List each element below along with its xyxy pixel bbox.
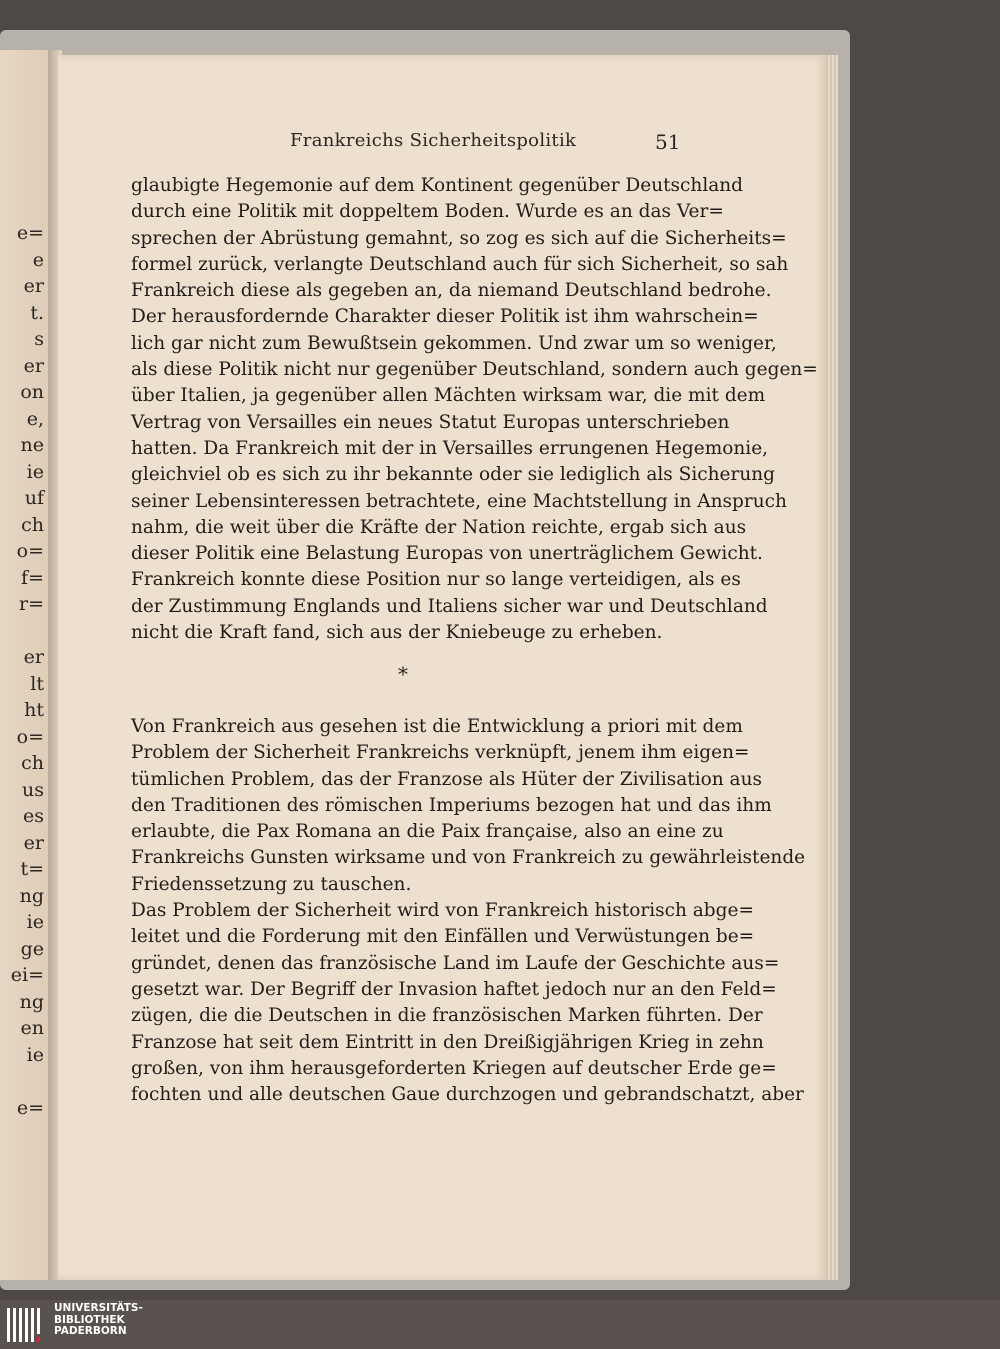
- previous-page-fragment: e=: [16, 1096, 44, 1119]
- text-line: großen, von ihm herausgeforderten Kriegen auf deutscher Erde ge=: [131, 1057, 777, 1079]
- previous-page-fragment: es: [23, 805, 44, 827]
- text-line: glaubigte Hegemonie auf dem Kontinent gegenüber Deutschland: [131, 175, 744, 196]
- previous-page-fragment: [11, 1068, 44, 1095]
- previous-page-fragment: ch: [21, 752, 44, 774]
- previous-page-fragment: er: [23, 646, 44, 668]
- previous-page-fragment: ie: [26, 460, 44, 483]
- text-line: über Italien, ja gegenüber allen Mächten wirksam war, die mit dem: [131, 385, 766, 407]
- text-line: Der herausfordernde Charakter dieser Politik ist ihm wahrschein=: [131, 306, 759, 328]
- previous-page-edge: [0, 50, 48, 1280]
- previous-page-fragment: er: [23, 831, 44, 854]
- previous-page-fragment: e,: [26, 407, 44, 430]
- previous-page-fragment: o=: [16, 540, 44, 562]
- previous-page-fragment: ne: [20, 434, 44, 456]
- section-separator: *: [398, 662, 408, 686]
- library-name-line: PADERBORN: [54, 1325, 127, 1337]
- previous-page-fragment: r=: [18, 593, 44, 615]
- text-line: nahm, die weit über die Kräfte der Nation reichte, ergab sich aus: [131, 516, 747, 538]
- text-line: seiner Lebensinteressen betrachtete, eine Machtstellung in Anspruch: [131, 490, 787, 512]
- previous-page-fragment: ht: [24, 699, 44, 721]
- previous-page-fragments: [11, 220, 44, 1121]
- previous-page-fragment: us: [22, 778, 44, 801]
- previous-page-fragment: t.: [30, 301, 44, 324]
- text-line: Vertrag von Versailles ein neues Statut Europas unterschrieben: [131, 411, 730, 433]
- previous-page-fragment: er: [23, 275, 44, 297]
- text-block-part1: [131, 173, 818, 646]
- text-line: dieser Politik eine Belastung Europas von unerträglichem Gewicht.: [131, 543, 763, 565]
- page-stack-edge: [826, 55, 838, 1280]
- previous-page-fragment: en: [20, 1017, 44, 1039]
- previous-page-fragment: ge: [20, 937, 44, 960]
- previous-page-fragment: uf: [24, 487, 44, 509]
- text-line: Von Frankreich aus gesehen ist die Entwicklung a priori mit dem: [131, 716, 743, 737]
- text-line: sprechen der Abrüstung gemahnt, so zog es sich auf die Sicherheits=: [131, 227, 787, 249]
- text-block-part2: [131, 714, 806, 1108]
- previous-page-fragment: ch: [21, 513, 44, 536]
- previous-page-fragment: s: [34, 328, 44, 350]
- text-line: gleichviel ob es sich zu ihr bekannte oder sie lediglich als Sicherung: [131, 464, 775, 486]
- library-name-line: BIBLIOTHEK: [54, 1313, 125, 1326]
- text-line: formel zurück, verlangte Deutschland auch für sich Sicherheit, so sah: [131, 253, 789, 275]
- previous-page-fragment: ie: [26, 911, 44, 933]
- text-line: erlaubte, die Pax Romana an die Paix française, also an eine zu: [131, 821, 724, 843]
- text-line: als diese Politik nicht nur gegenüber Deutschland, sondern auch gegen=: [131, 359, 818, 381]
- previous-page-fragment: f=: [21, 566, 44, 589]
- previous-page-fragment: ng: [19, 884, 44, 907]
- previous-page-fragment: t=: [20, 858, 44, 880]
- text-line: zügen, die die Deutschen in die französischen Marken führten. Der: [131, 1005, 763, 1027]
- previous-page-fragment: ei=: [10, 964, 44, 986]
- previous-page-fragment: on: [20, 381, 44, 403]
- text-line: gesetzt war. Der Begriff der Invasion haftet jedoch nur an den Feld=: [131, 978, 777, 1000]
- text-line: gründet, denen das französische Land im Laufe der Geschichte aus=: [131, 952, 780, 974]
- text-line: leitet und die Forderung mit den Einfällen und Verwüstungen be=: [131, 926, 755, 948]
- text-line: Problem der Sicherheit Frankreichs verknüpft, jenem ihm eigen=: [131, 742, 750, 764]
- text-line: den Traditionen des römischen Imperiums bezogen hat und das ihm: [131, 794, 772, 816]
- text-line: hatten. Da Frankreich mit der in Versailles errungenen Hegemonie,: [131, 437, 769, 459]
- text-line: Frankreich konnte diese Position nur so lange verteidigen, als es: [131, 569, 741, 591]
- previous-page-fragment: ie: [26, 1043, 44, 1066]
- running-head: Frankreichs Sicherheitspolitik: [290, 130, 577, 151]
- previous-page-fragment: er: [23, 354, 44, 377]
- page-number: 51: [655, 130, 681, 154]
- text-line: tümlichen Problem, das der Franzose als Hüter der Zivilisation aus: [131, 768, 762, 790]
- text-line: Franzose hat seit dem Eintritt in den Dreißigjährigen Krieg in zehn: [131, 1031, 764, 1053]
- text-line: fochten und alle deutschen Gaue durchzogen und gebrandschatzt, aber: [131, 1084, 804, 1106]
- library-logo-icon: [6, 1306, 46, 1344]
- text-line: Friedenssetzung zu tauschen.: [131, 873, 412, 895]
- previous-page-fragment: lt: [30, 672, 44, 695]
- text-line: lich gar nicht zum Bewußtsein gekommen. Und zwar um so weniger,: [131, 332, 777, 354]
- previous-page-fragment: [11, 618, 44, 645]
- library-name: [54, 1303, 143, 1338]
- text-line: durch eine Politik mit doppeltem Boden. Wurde es an das Ver=: [131, 201, 724, 223]
- text-line: nicht die Kraft fand, sich aus der Kniebeuge zu erheben.: [131, 622, 663, 644]
- previous-page-fragment: o=: [16, 725, 44, 748]
- text-line: Frankreichs Gunsten wirksame und von Frankreich zu gewährleistende: [131, 847, 806, 869]
- text-line: Frankreich diese als gegeben an, da niemand Deutschland bedrohe.: [131, 280, 772, 302]
- previous-page-fragment: e=: [16, 222, 44, 244]
- library-footer: [0, 1300, 1000, 1349]
- library-name-line: UNIVERSITÄTS-: [54, 1302, 143, 1314]
- text-line: der Zustimmung Englands und Italiens sicher war und Deutschland: [131, 595, 768, 617]
- previous-page-fragment: e: [32, 248, 44, 271]
- previous-page-fragment: ng: [19, 990, 44, 1013]
- text-line: Das Problem der Sicherheit wird von Frankreich historisch abge=: [131, 900, 754, 922]
